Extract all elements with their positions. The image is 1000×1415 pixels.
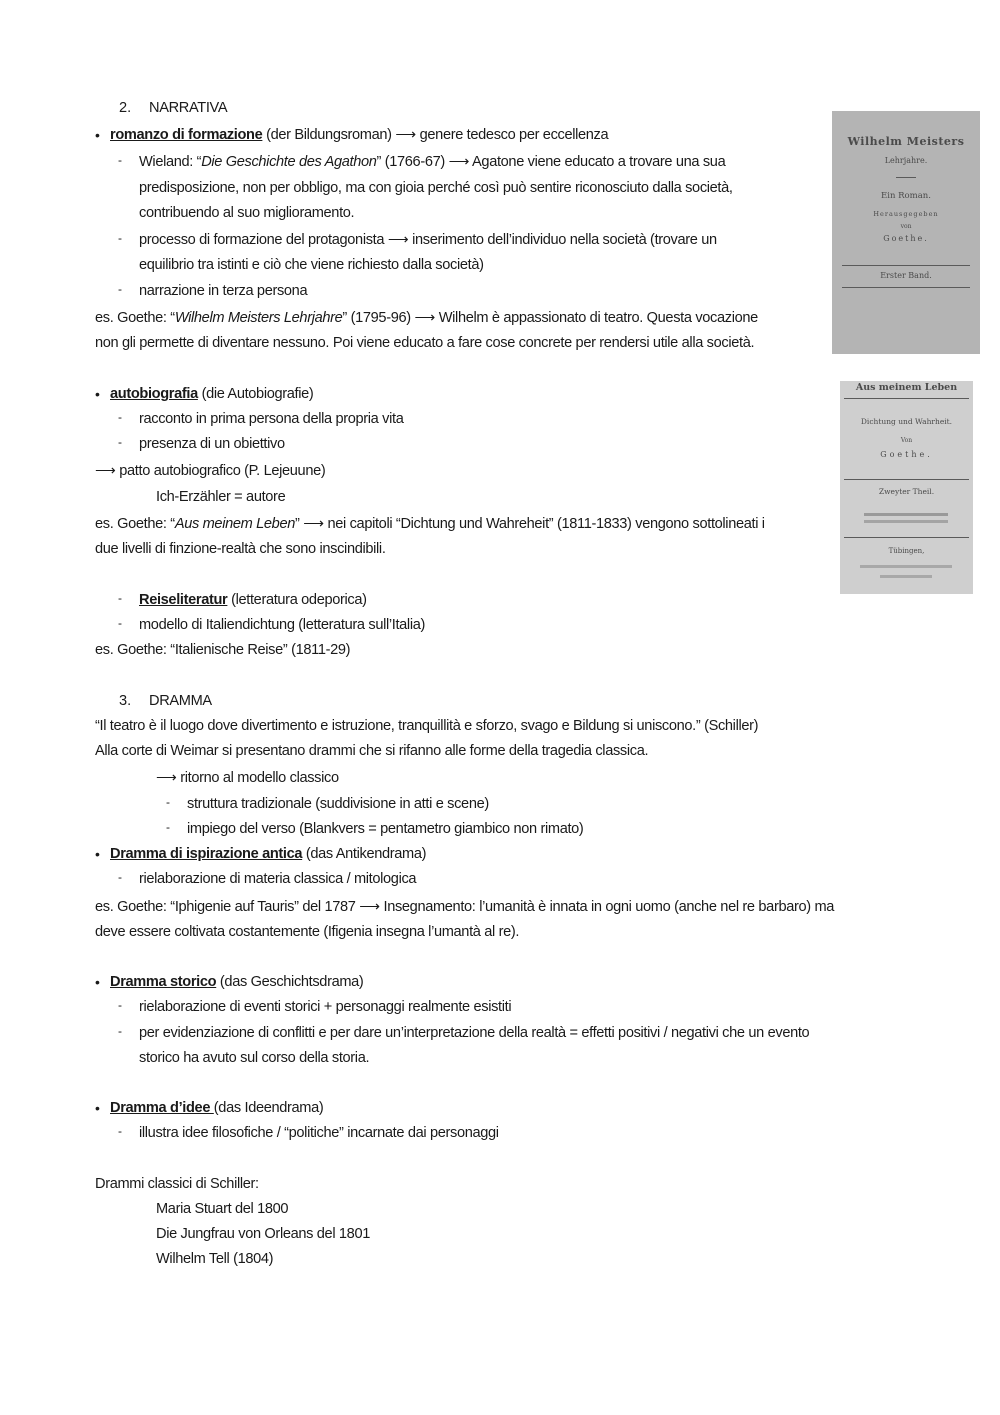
work-title: Die Geschichte des Agathon [201,154,377,170]
text-line: illustra idee filosofiche / “politiche” incarnate dai personaggi [139,1125,499,1141]
cover-subtitle: Dichtung und Wahrheit. [860,417,953,426]
text-line: racconto in prima persona della propria vita [139,411,404,427]
dash-marker: - [118,410,122,424]
text-line: narrazione in terza persona [139,283,308,299]
term-antico: Dramma di ispirazione antica [110,846,303,862]
dash-marker: - [118,616,122,630]
example-line [95,514,765,534]
text: ” (1795-96) ⟶ Wilhelm è appassionato di teatro. Questa vocazione [342,310,758,326]
cover-text: Erster Band. [880,271,932,280]
dash-marker: - [118,153,122,167]
text: es. Goethe: “ [95,516,175,532]
term-storico: Dramma storico [110,974,217,990]
list-item [110,972,363,992]
term-reiseliteratur: Reiseliteratur [139,592,228,608]
text: ” (1766-67) ⟶ Agatone viene educato a trovare una sua [376,154,726,170]
cover-rule [844,479,969,480]
dash-marker: - [166,795,170,809]
term-romanzo: romanzo di formazione [110,127,263,143]
text-line: non gli permette di diventare nessuno. Poi viene educato a fare cose concrete per rendersi utile alla società. [95,335,755,351]
term-desc: (das Ideendrama) [213,1100,324,1116]
list-item [110,1098,323,1118]
bullet: • [95,127,100,143]
section-title: NARRATIVA [149,100,228,116]
work-title: Aus meinem Leben [174,516,295,532]
term-idee: Dramma d’idee [110,1100,214,1116]
section-number: 2. [119,100,132,116]
text-line: rielaborazione di eventi storici + personaggi realmente esistiti [139,999,512,1015]
term-desc: (die Autobiografie) [197,386,314,402]
dash-marker: - [118,870,122,884]
section-title: DRAMMA [149,693,212,709]
work-title: Wilhelm Meisters Lehrjahre [174,310,343,326]
bullet: • [95,1100,100,1116]
text-line: presenza di un obiettivo [139,436,285,452]
cover-rule [864,513,948,516]
text-line: contribuendo al suo miglioramento. [139,205,355,221]
dash-marker: - [118,1024,122,1038]
list-item [110,844,426,864]
bullet: • [95,386,100,402]
text: ” ⟶ nei capitoli “Dichtung und Wahreheit” (1811-1833) vengono sottolineati i [294,516,765,532]
text-line: equilibrio tra istinti e ciò che viene richiesto dalla società) [139,257,484,273]
example-line [95,308,758,328]
cover-text: Goethe. [883,234,929,243]
dash-marker: - [118,998,122,1012]
list-item [139,152,725,172]
section-number: 3. [119,693,132,709]
text-line: ⟶ patto autobiografico (P. Lejeuune) [95,463,326,479]
text-line: Ich-Erzähler = autore [156,489,286,505]
text-line: per evidenziazione di conflitti e per dare un’interpretazione della realtà = effetti positivi / negativi che un evento [139,1025,810,1041]
example-line: es. Goethe: “Iphigenie auf Tauris” del 1787 ⟶ Insegnamento: l’umanità è innata in ogni uomo (anche nel re barbaro) ma [95,899,835,915]
text-line: Drammi classici di Schiller: [95,1176,259,1192]
bullet: • [95,974,100,990]
dash-marker: - [166,820,170,834]
work-item: Maria Stuart del 1800 [156,1201,289,1217]
cover-rule [880,575,932,578]
term-desc: (der Bildungsroman) ⟶ genere tedesco per eccellenza [262,127,609,143]
text: es. Goethe: “ [95,310,175,326]
cover-rule [842,265,970,266]
text-line: rielaborazione di materia classica / mitologica [139,871,417,887]
dash-marker: - [118,591,122,605]
term-desc: (das Antikendrama) [302,846,427,862]
cover-rule [844,537,969,538]
cover-rule [860,565,952,568]
cover-rule [864,520,948,523]
text-line: storico ha avuto sul corso della storia. [139,1050,370,1066]
cover-rule [896,177,916,178]
text-line: processo di formazione del protagonista ⟶ inserimento dell’individuo nella società (trovare un [139,232,717,248]
cover-title: Wilhelm Meisters [847,135,965,148]
text-line: ⟶ ritorno al modello classico [156,770,339,786]
bullet: • [95,846,100,862]
cover-subtitle: Lehrjahre. [884,156,928,165]
cover-text: Herausgegeben [873,210,939,218]
dash-marker: - [118,231,122,245]
term-autobiografia: autobiografia [110,386,198,402]
list-item [110,384,313,404]
book-cover-wilhelm-meister [832,111,980,354]
text-line: impiego del verso (Blankvers = pentametro giambico non rimato) [187,821,584,837]
quote-line: “Il teatro è il luogo dove divertimento e istruzione, tranquillità e sforzo, svago e Bildung si uniscono.” (Schiller) [95,718,759,734]
cover-text: Tübingen, [888,547,925,555]
work-item: Wilhelm Tell (1804) [156,1251,274,1267]
text-line: Alla corte di Weimar si presentano drammi che si rifanno alle forme della tragedia classica. [95,743,649,759]
text-line: modello di Italiendichtung (letteratura sull’Italia) [139,617,425,633]
dash-marker: - [118,435,122,449]
cover-text: von [900,223,912,230]
cover-text: Von [900,437,913,444]
cover-rule [842,287,970,288]
cover-text: Zweyter Theil. [878,487,935,496]
book-cover-aus-meinem-leben [840,381,973,594]
cover-title: Aus meinem Leben [855,382,958,393]
text-line: struttura tradizionale (suddivisione in atti e scene) [187,796,489,812]
text-line: deve essere coltivata costantemente (Ifigenia insegna l’umantà al re). [95,924,520,940]
dash-marker: - [118,1124,122,1138]
dash-marker: - [118,282,122,296]
list-item [110,125,608,145]
term-desc: (letteratura odeporica) [227,592,367,608]
text-line: predisposizione, non per obbligo, ma con gioia perché così può sentire riconosciuto dalla società, [139,180,733,196]
cover-rule [844,398,969,399]
term-desc: (das Geschichtsdrama) [216,974,364,990]
text: Wieland: “ [139,154,202,170]
cover-text: Goethe. [880,450,933,459]
text-line: es. Goethe: “Italienische Reise” (1811-29) [95,642,351,658]
text-line: due livelli di finzione-realtà che sono inscindibili. [95,541,386,557]
list-item [139,590,367,610]
work-item: Die Jungfrau von Orleans del 1801 [156,1226,370,1242]
cover-text: Ein Roman. [881,191,931,201]
